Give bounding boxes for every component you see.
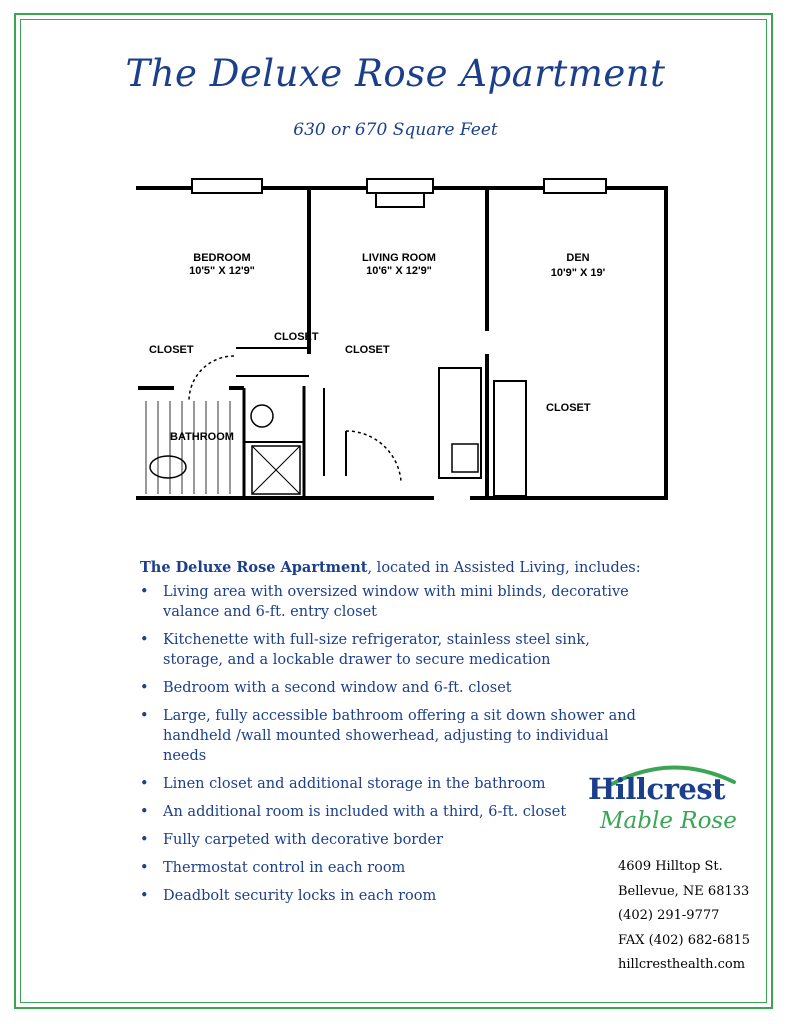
description-intro-rest: , located in Assisted Living, includes: [367,560,641,576]
contact-phone: (402) 291-9777 [618,908,720,923]
bullet-icon: • [140,632,149,648]
door-swing-entry [346,431,401,481]
window-living-room [367,179,433,193]
kitchenette [439,368,481,478]
hillcrest-logo [588,760,748,840]
contact-street: 4609 Hilltop St. [618,859,723,874]
logo-subname: Mable Rose [600,808,737,834]
room-name-living-room: LIVING ROOM [362,252,436,264]
contact-city: Bellevue, NE 68133 [618,883,750,899]
feature-item: • Living area with oversized window with mini blinds, decorative valance and 6-ft. entry closet [140,584,629,620]
bathroom-sink [251,405,273,427]
sink [452,444,478,472]
outer-wall [136,188,666,498]
window-bedroom [192,179,262,193]
description-intro-bold: The Deluxe Rose Apartment [140,559,368,576]
contact-fax: FAX (402) 682-6815 [618,932,751,948]
feature-item: • Thermostat control in each room [140,860,406,876]
closet-label-bedroom-2: CLOSET [274,331,319,343]
door-swing-closet [189,356,234,401]
bullet-icon: • [140,860,149,876]
page-title: The Deluxe Rose Apartment [125,52,666,95]
bathroom-floor-hatch [146,401,230,494]
bullet-icon: • [140,776,149,792]
contact-website: hillcresthealth.com [618,957,746,972]
floor-plan [134,176,668,506]
room-dims-den: 10'9" X 19' [550,267,606,279]
feature-item: • Kitchenette with full-size refrigerator, stainless steel sink, storage, and a lockable drawer to secure medication [140,632,590,668]
feature-item: • Deadbolt security locks in each room [140,888,437,904]
feature-list [140,582,640,906]
contact-block [618,855,750,978]
logo-name: Hillcrest [588,772,726,806]
window-den [544,179,606,193]
feature-item: • Bedroom with a second window and 6-ft. closet [140,680,512,696]
valance [376,193,424,207]
bullet-icon: • [140,888,149,904]
bullet-icon: • [140,832,149,848]
feature-item: • An additional room is included with a third, 6-ft. closet [140,804,567,820]
closet-label-den: CLOSET [546,402,591,414]
feature-item: • Linen closet and additional storage in the bathroom [140,776,546,792]
closet-label-bedroom: CLOSET [149,344,194,356]
closet-den [494,381,526,496]
page-subtitle: 630 or 670 Square Feet [293,120,498,140]
room-name-bathroom: BATHROOM [170,431,234,443]
bullet-icon: • [140,708,149,724]
closet-bedroom-rail [236,348,309,376]
toilet [150,456,186,478]
bullet-icon: • [140,584,149,600]
bullet-icon: • [140,680,149,696]
feature-item: • Fully carpeted with decorative border [140,832,444,848]
room-dims-bedroom: 10'5" X 12'9" [189,265,255,277]
bullet-icon: • [140,804,149,820]
description [140,558,680,914]
room-dims-living-room: 10'6" X 12'9" [366,265,432,277]
room-name-den: DEN [566,252,590,264]
shower-drain [252,446,300,494]
room-name-bedroom: BEDROOM [193,252,251,264]
description-intro [140,558,680,578]
closet-label-living: CLOSET [345,344,390,356]
feature-item: • Large, fully accessible bathroom offering a sit down shower and handheld /wall mounted showerhead, adjusting to individual needs [140,708,636,764]
